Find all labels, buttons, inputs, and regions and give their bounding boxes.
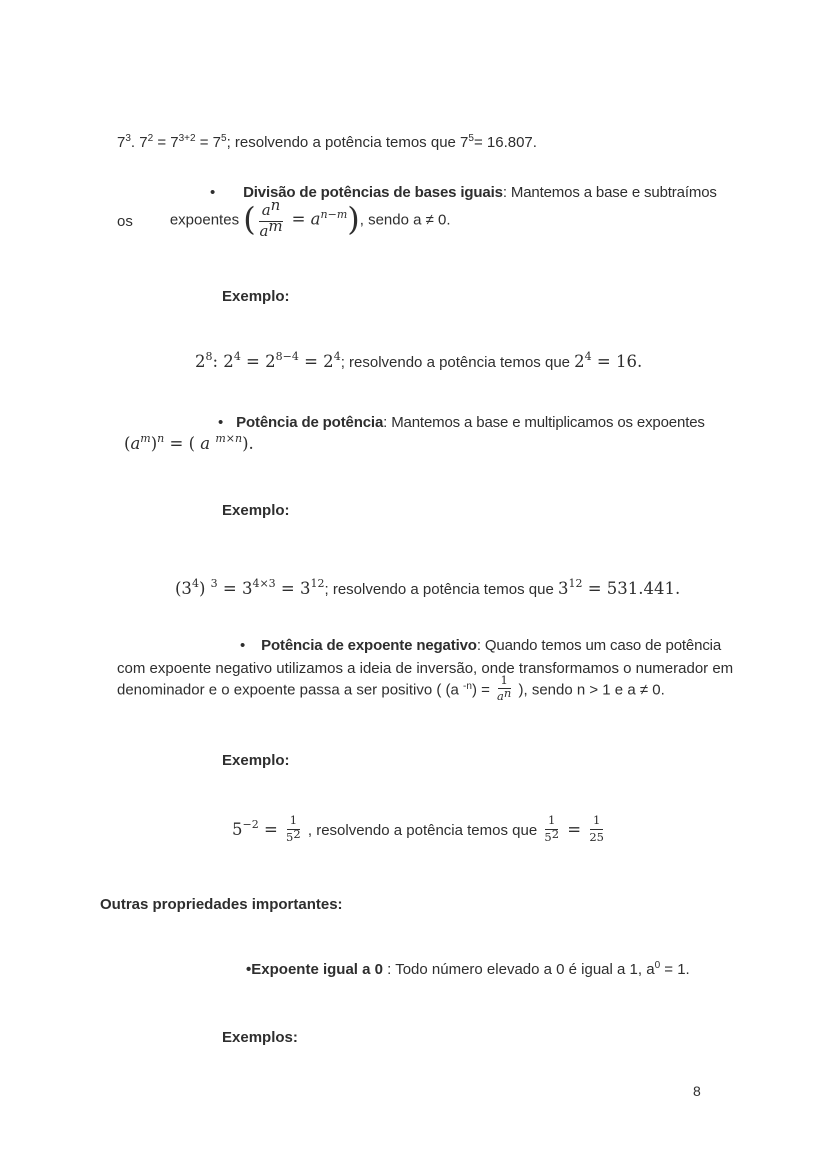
- word-os: os: [117, 212, 133, 230]
- division-formula: expoentes ( $\frac{a^n}{a^m}$ = $a^{n-m}$), sendo a ≠ 0.: [169, 196, 451, 240]
- power-example-line: $(3^4) ^3 = 3^{4\times 3} = 3^{12}$; resolvendo a potência temos que $3^{12} = 531.441$.: [175, 577, 681, 598]
- other-properties-heading: Outras propriedades importantes:: [100, 896, 343, 913]
- example-heading-division: Exemplo:: [222, 288, 290, 305]
- power-formula-line: $(a^m)^n$ = ( a $^{m\times n}$).: [124, 432, 254, 453]
- example-heading-power: Exemplo:: [222, 502, 290, 519]
- negative-exponent-line2: com expoente negativo utilizamos a ideia de inversão, onde transformamos o numerador em: [117, 660, 734, 677]
- division-example-line: $2^8$: $2^4 = 2^{8-4} = 2^4$; resolvendo a potência temos que $2^4 = 16$.: [195, 350, 643, 371]
- bullet-icon: •: [210, 184, 216, 201]
- examples-heading: Exemplos:: [222, 1029, 298, 1046]
- zero-exponent-rule-line: [246, 959, 690, 980]
- bullet-icon: •: [246, 961, 252, 978]
- power-heading-text: Potência de potência: Mantemos a base e multiplicamos os expoentes: [236, 414, 705, 431]
- multiplication-result-line: $7^3$. $7^2 = 7^{3+2} = 7^5$; resolvendo a potência temos que $7^5= 16.807$.: [117, 133, 537, 151]
- example-heading-negative: Exemplo:: [222, 752, 290, 769]
- division-heading-text: Divisão de potências de bases iguais: Mantemos a base e subtraímos: [243, 184, 717, 201]
- bullet-icon: •: [218, 414, 224, 431]
- page-number: 8: [693, 1083, 701, 1099]
- negative-heading-text: Potência de expoente negativo: Quando temos um caso de potência: [261, 637, 722, 654]
- bullet-item-negative-exponent: [240, 635, 721, 656]
- division-formula-line: [117, 196, 451, 243]
- zero-exponent-text: Expoente igual a 0 : Todo número elevado a 0 é igual a 1, $a^0 = 1$.: [251, 960, 690, 978]
- bullet-item-power-of-power: [218, 412, 705, 433]
- negative-example-line: $5^{-2}$ = $\frac{1}{5^2}$ , resolvendo a potência temos que $\frac{1}{5^2}$ = $\frac{1}{25}$: [232, 813, 604, 844]
- bullet-icon: •: [240, 637, 246, 654]
- negative-exponent-line3: denominador e o expoente passa a ser positivo ( (a $^{-n}$) = $\frac{1}{a^n}$ ), sendo n > 1 e a ≠ 0.: [117, 673, 665, 704]
